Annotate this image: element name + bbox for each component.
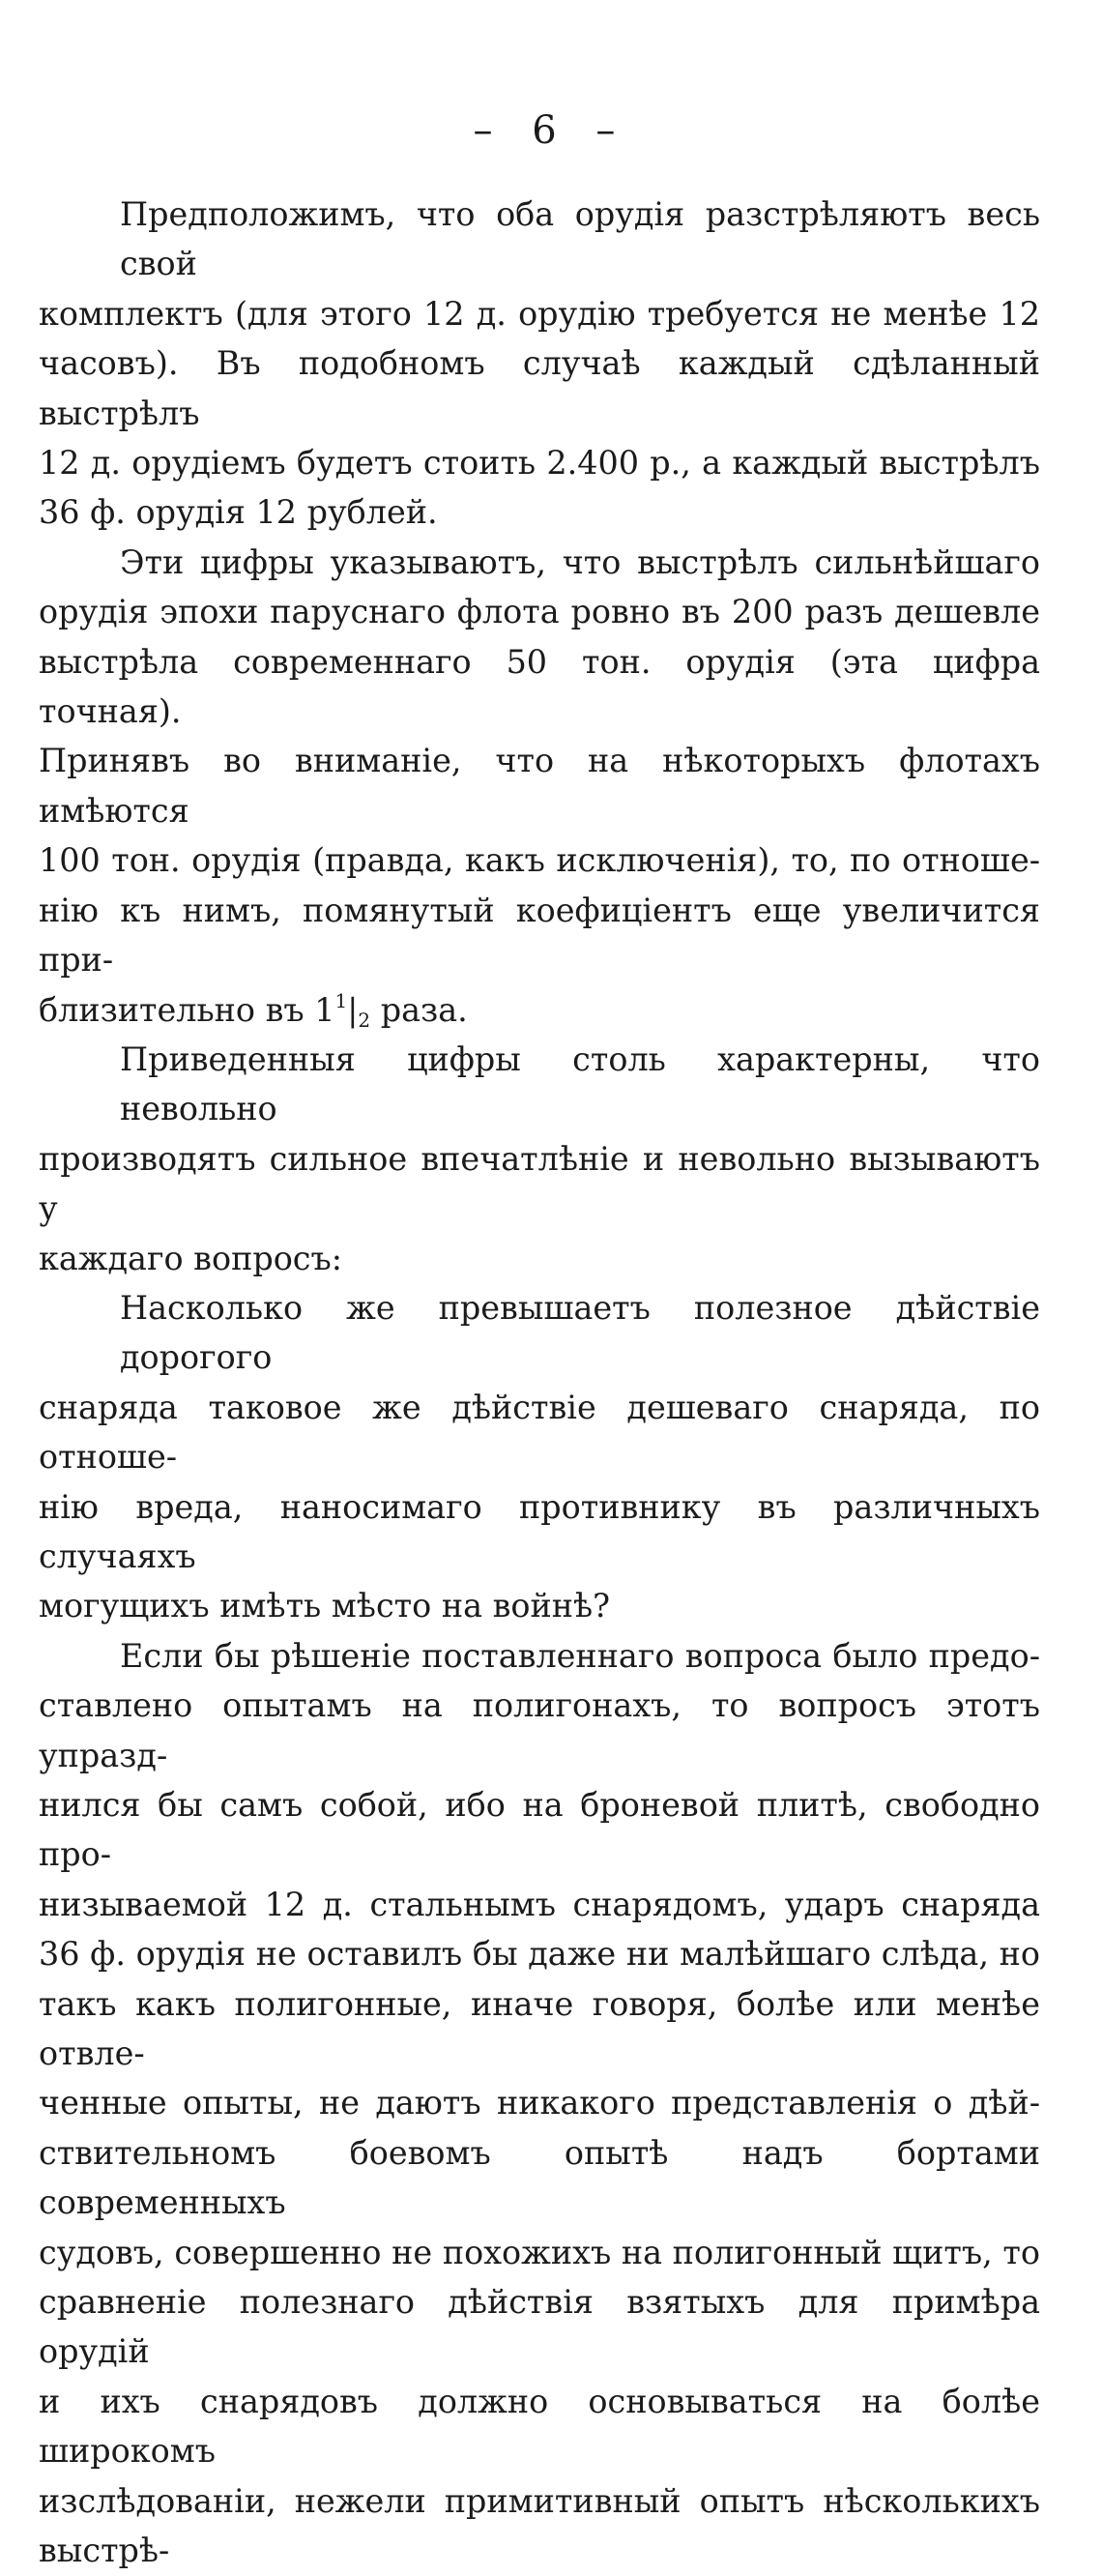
text-line: низываемой 12 д. стальнымъ снарядомъ, ударъ снаряда: [39, 1885, 1040, 1923]
text-line: 36 ф. орудія 12 рублей.: [39, 493, 438, 532]
text-line: Принявъ во вниманіе, что на нѣкоторыхъ флотахъ имѣются: [39, 742, 1040, 830]
text-line: нію вреда, наносимаго противнику въ различныхъ случаяхъ: [39, 1487, 1040, 1575]
text-line: производятъ сильное впечатлѣніе и невольно вызываютъ у: [39, 1139, 1040, 1228]
fraction-whole: 1: [314, 990, 335, 1029]
paragraph-3: [39, 1035, 1040, 1283]
paragraph-1: [39, 190, 1040, 538]
line-prefix: близительно въ: [39, 990, 315, 1029]
text-line: орудія эпохи паруснаго флота ровно въ 200 разъ дешевле: [39, 593, 1040, 631]
text-line: 36 ф. орудія не оставилъ бы даже ни малѣйшаго слѣда, но: [39, 1935, 1040, 1974]
text-line: 100 тон. орудія (правда, какъ исключенія), то, по отноше-: [39, 841, 1040, 880]
page-number: – 6 –: [473, 108, 629, 153]
text-line: ствительномъ боевомъ опытѣ надъ бортами современныхъ: [39, 2133, 1040, 2222]
text-line: судовъ, совершенно не похожихъ на полигонный щитъ, то: [39, 2233, 1040, 2271]
text-line: снаряда таковое же дѣйствіе дешеваго снаряда, по отноше-: [39, 1388, 1040, 1477]
paragraph-4: [39, 1283, 1040, 1631]
paragraph-5: [39, 1631, 1040, 2576]
text-line: могущихъ имѣть мѣсто на войнѣ?: [39, 1587, 611, 1625]
body-text: [39, 190, 1040, 2576]
text-line: ставлено опытамъ на полигонахъ, то вопросъ этотъ упразд-: [39, 1686, 1040, 1774]
mixed-fraction: [314, 985, 370, 1035]
text-line: Эти цифры указываютъ, что выстрѣлъ сильнѣйшаго: [120, 542, 1040, 581]
fraction-bar: |: [347, 990, 359, 1029]
text-line: нію къ нимъ, помянутый коефиціентъ еще увеличится при-: [39, 891, 1040, 980]
text-line: нился бы самъ собой, ибо на броневой плитѣ, свободно про-: [39, 1786, 1040, 1874]
fraction-denominator: 2: [358, 1008, 371, 1032]
text-line: и ихъ снарядовъ должно основываться на болѣе широкомъ: [39, 2382, 1040, 2471]
text-line: часовъ). Въ подобномъ случаѣ каждый сдѣланный выстрѣлъ: [39, 344, 1040, 432]
text-line: Насколько же превышаетъ полезное дѣйствіе дорогого: [120, 1288, 1040, 1377]
text-line: такъ какъ полигонные, иначе говоря, болѣе или менѣе отвле-: [39, 1984, 1040, 2073]
text-line: Предположимъ, что оба орудія разстрѣляютъ весь свой: [120, 195, 1040, 283]
text-line: Приведенныя цифры столь характерны, что невольно: [120, 1039, 1040, 1128]
text-line: ченные опыты, не даютъ никакого представленія о дѣй-: [39, 2084, 1040, 2122]
text-line: каждаго вопросъ:: [39, 1239, 342, 1277]
fraction-numerator: 1: [334, 988, 348, 1012]
text-line: выстрѣла современнаго 50 тон. орудія (эта цифра точная).: [39, 642, 1040, 731]
text-line-with-fraction: [39, 985, 1040, 1035]
text-line: 12 д. орудіемъ будетъ стоить 2.400 р., а каждый выстрѣлъ: [39, 444, 1040, 483]
text-line: сравненіе полезнаго дѣйствія взятыхъ для примѣра орудій: [39, 2283, 1040, 2371]
line-suffix: раза.: [370, 990, 468, 1029]
text-line: комплектъ (для этого 12 д. орудію требуется не менѣе 12: [39, 294, 1040, 333]
paragraph-2: [39, 538, 1040, 1035]
text-line: изслѣдованіи, нежели примитивный опытъ нѣсколькихъ выстрѣ-: [39, 2481, 1040, 2570]
text-line: Если бы рѣшеніе поставленнаго вопроса было предо-: [120, 1636, 1040, 1675]
